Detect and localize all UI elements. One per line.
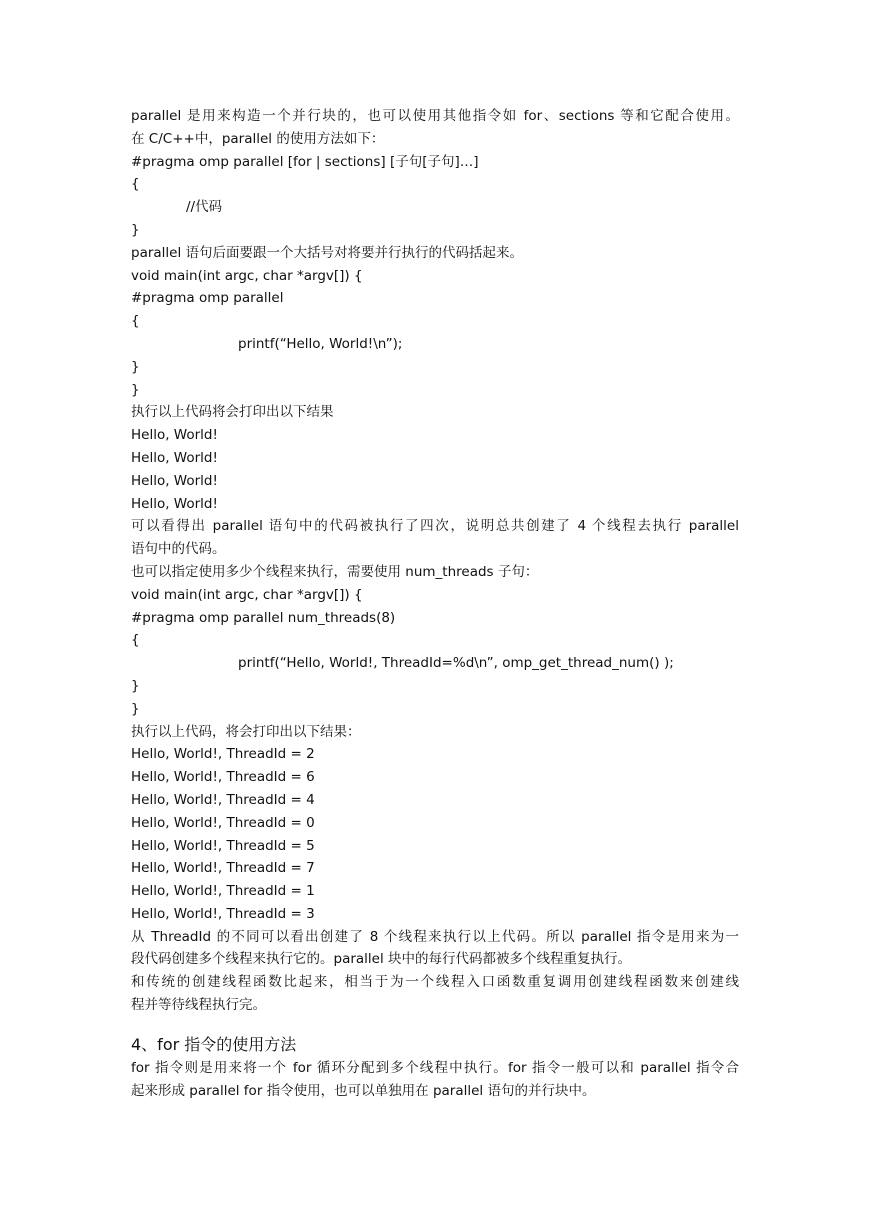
ex1-code-line: void main(int argc, char *argv[]) { bbox=[131, 267, 363, 284]
compare-line-1: 和传统的创建线程函数比起来，相当于为一个线程入口函数重复调用创建线程函数来创建线 bbox=[131, 974, 739, 991]
ex1-result-intro: 执行以上代码将会打印出以下结果 bbox=[131, 404, 334, 421]
ex1-code-line: printf(“Hello, World!\n”); bbox=[238, 335, 403, 352]
ex2-code-line: } bbox=[131, 700, 140, 717]
ex2-code-line: #pragma omp parallel num_threads(8) bbox=[131, 609, 396, 626]
ex1-output-line: Hello, World! bbox=[131, 427, 218, 444]
intro-line-2: 在 C/C++中，parallel 的使用方法如下： bbox=[131, 130, 385, 147]
ex1-code-line: } bbox=[131, 358, 140, 375]
ex2-output-line: Hello, World!, ThreadId = 4 bbox=[131, 791, 315, 808]
ex2-output-line: Hello, World!, ThreadId = 0 bbox=[131, 814, 315, 831]
for-line-2: 起来形成 parallel for 指令使用，也可以单独用在 parallel 语句的并行块中。 bbox=[131, 1082, 596, 1099]
for-line-1: for 指令则是用来将一个 for 循环分配到多个线程中执行。for 指令一般可以和 parallel 指令合 bbox=[131, 1059, 739, 1076]
note-line: parallel 语句后面要跟一个大括号对将要并行执行的代码括起来。 bbox=[131, 244, 524, 261]
ex1-code-line: } bbox=[131, 381, 140, 398]
ex2-code-line: { bbox=[131, 632, 140, 649]
section-gap bbox=[131, 1017, 739, 1032]
ex2-output-line: Hello, World!, ThreadId = 5 bbox=[131, 837, 315, 854]
syntax-line-2: { bbox=[131, 176, 140, 193]
ex1-code-line: #pragma omp parallel bbox=[131, 290, 284, 307]
ex1-explain-line-1: 可以看得出 parallel 语句中的代码被执行了四次，说明总共创建了 4 个线程去执行 parallel bbox=[131, 518, 739, 535]
ex2-output-line: Hello, World!, ThreadId = 6 bbox=[131, 769, 315, 786]
syntax-line-3: //代码 bbox=[186, 199, 223, 216]
ex2-intro: 也可以指定使用多少个线程来执行，需要使用 num_threads 子句： bbox=[131, 563, 539, 580]
syntax-line-4: } bbox=[131, 221, 140, 238]
ex2-code-line: } bbox=[131, 677, 140, 694]
ex2-code-line: void main(int argc, char *argv[]) { bbox=[131, 586, 363, 603]
ex2-output-line: Hello, World!, ThreadId = 2 bbox=[131, 746, 315, 763]
ex2-code-line: printf(“Hello, World!, ThreadId=%d\n”, omp_get_thread_num() ); bbox=[238, 655, 674, 672]
compare-line-2: 程并等待线程执行完。 bbox=[131, 997, 266, 1014]
ex2-result-intro: 执行以上代码，将会打印出以下结果： bbox=[131, 723, 361, 740]
ex1-output-line: Hello, World! bbox=[131, 449, 218, 466]
ex2-output-line: Hello, World!, ThreadId = 3 bbox=[131, 905, 315, 922]
syntax-line-1: #pragma omp parallel [for | sections] [子句[子句]…] bbox=[131, 153, 479, 170]
ex2-explain-line-1: 从 ThreadId 的不同可以看出创建了 8 个线程来执行以上代码。所以 parallel 指令是用来为一 bbox=[131, 928, 739, 945]
intro-line-1: parallel 是用来构造一个并行块的，也可以使用其他指令如 for、sections 等和它配合使用。 bbox=[131, 108, 739, 124]
ex2-output-line: Hello, World!, ThreadId = 1 bbox=[131, 883, 315, 900]
ex2-explain-line-2: 段代码创建多个线程来执行它的。parallel 块中的每行代码都被多个线程重复执行。 bbox=[131, 951, 632, 968]
ex1-output-line: Hello, World! bbox=[131, 472, 218, 489]
document-page bbox=[131, 105, 739, 1102]
ex1-output-line: Hello, World! bbox=[131, 495, 218, 512]
ex1-explain-line-2: 语句中的代码。 bbox=[131, 541, 226, 558]
ex2-output-line: Hello, World!, ThreadId = 7 bbox=[131, 860, 315, 877]
section-heading: 4、for 指令的使用方法 bbox=[131, 1034, 297, 1054]
ex1-code-line: { bbox=[131, 313, 140, 330]
